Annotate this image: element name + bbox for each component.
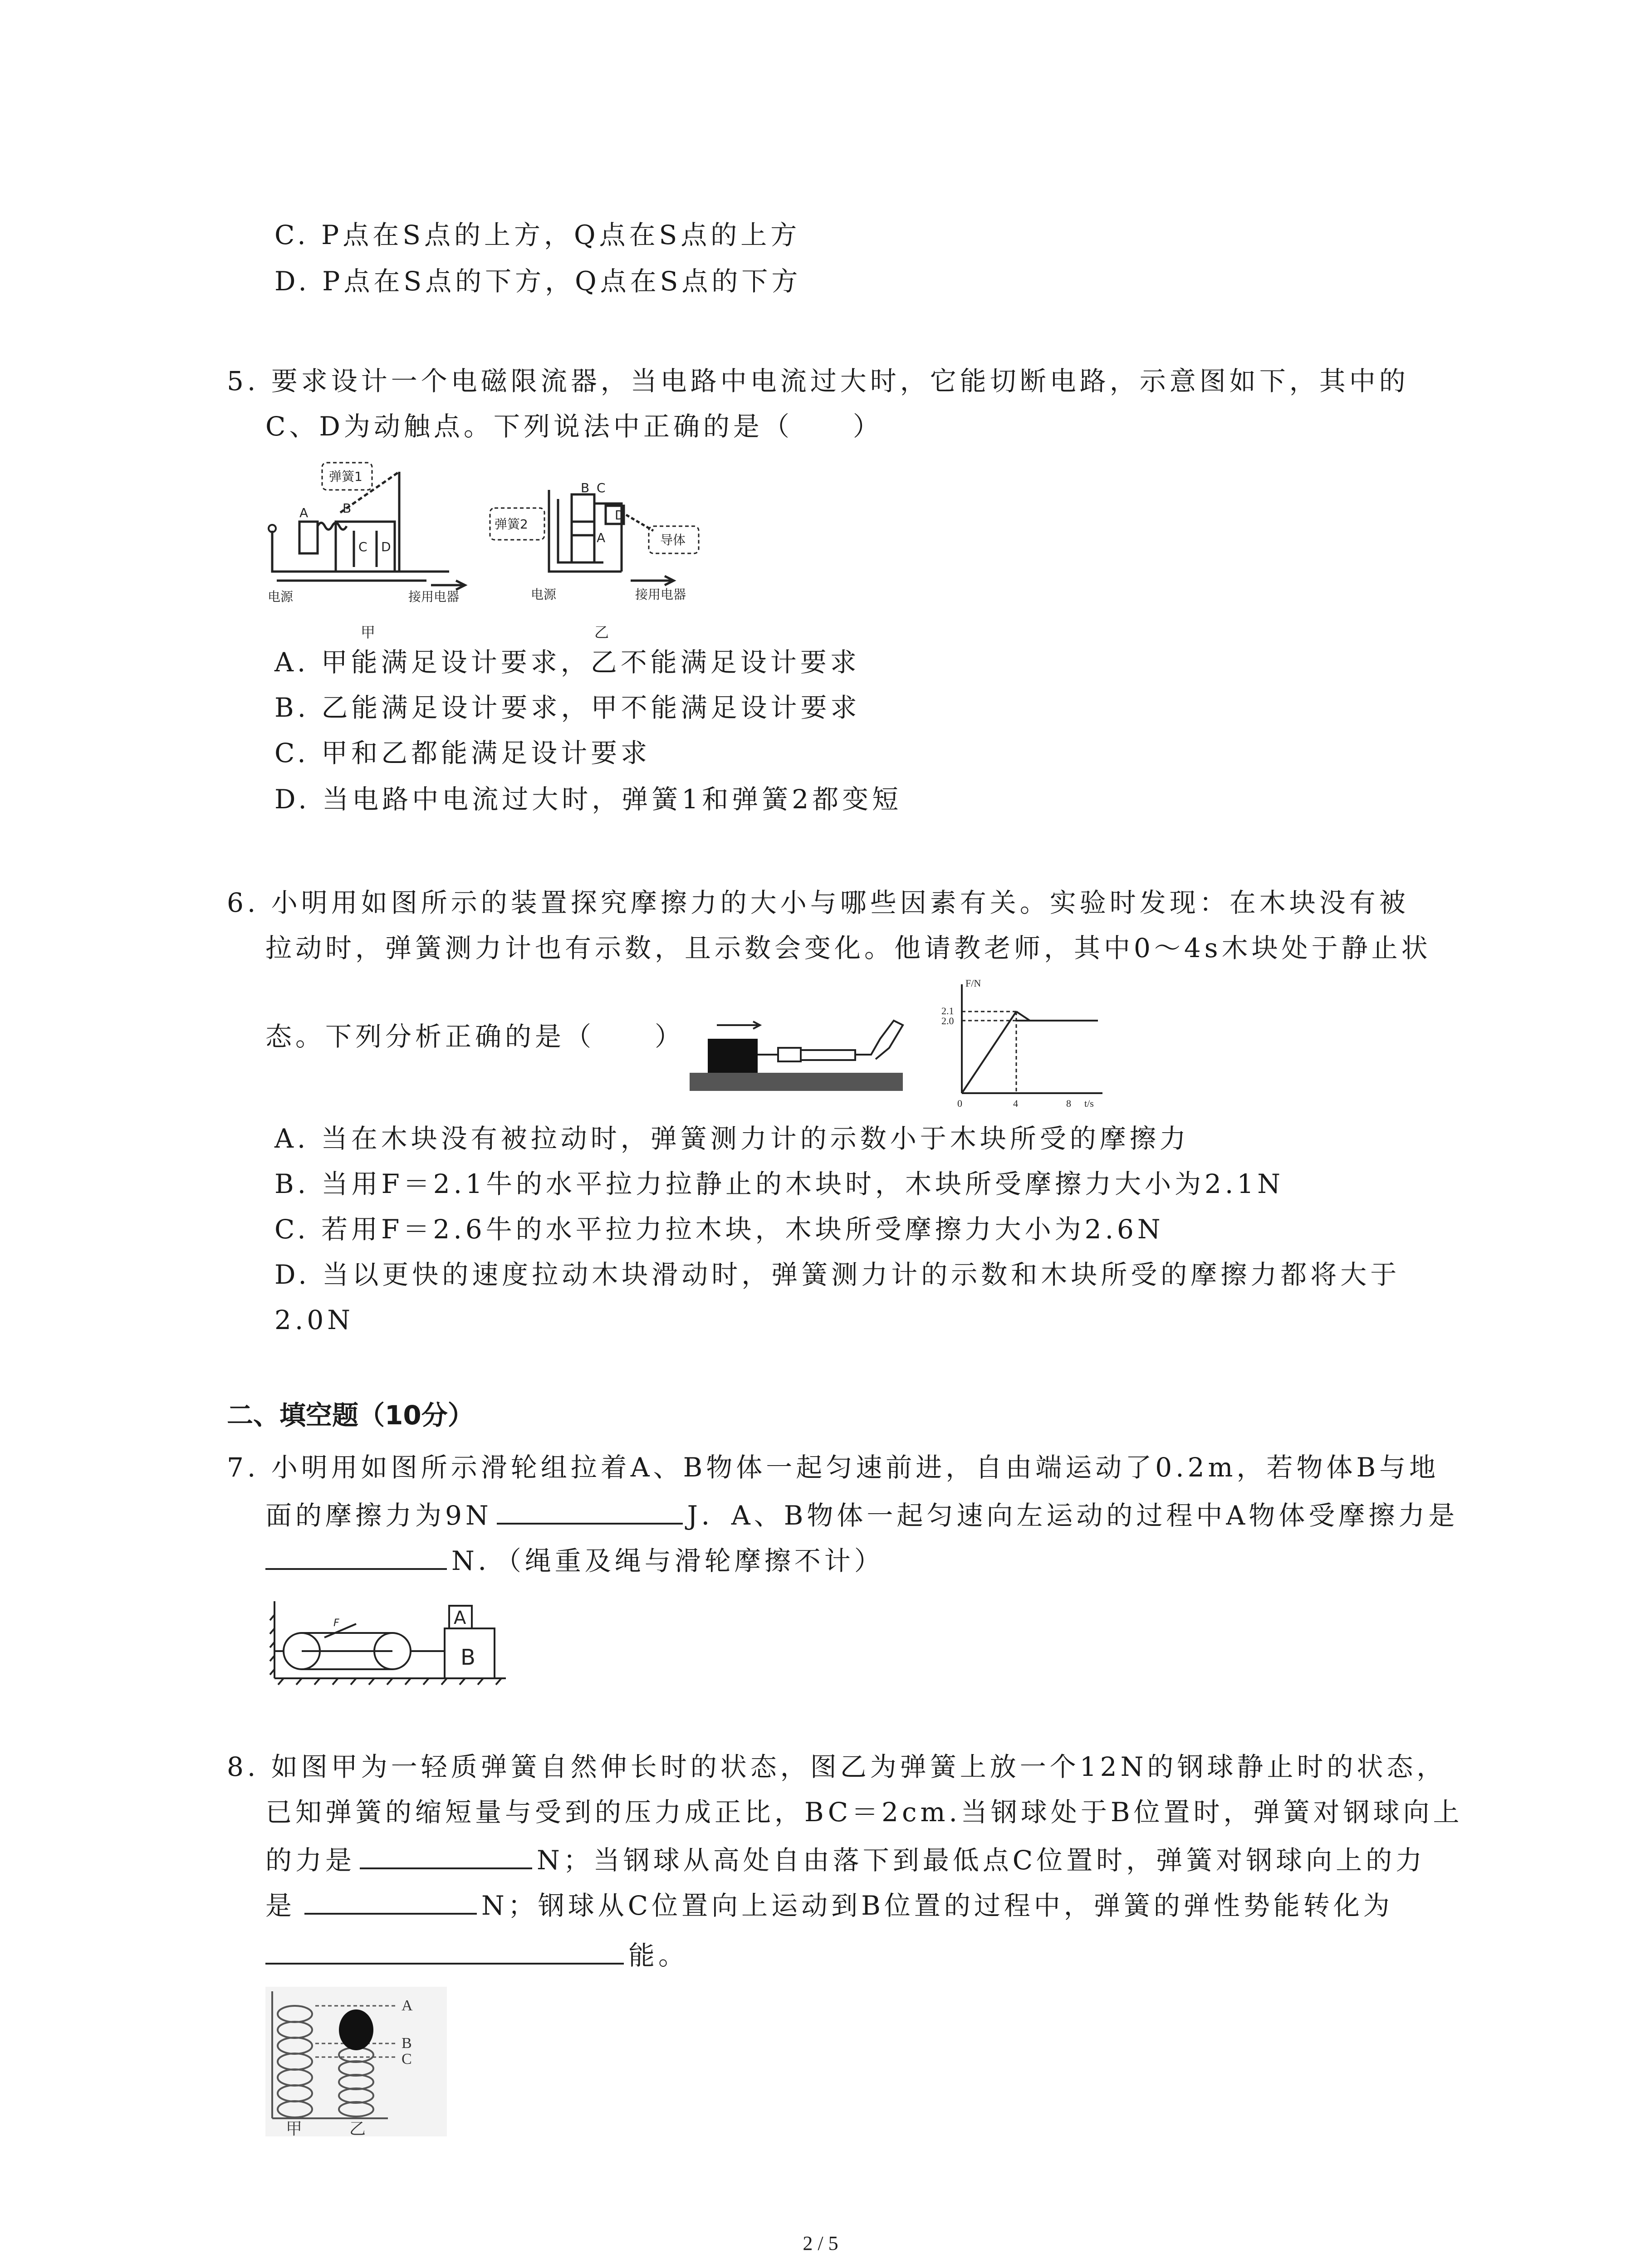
yi-label-b: B — [581, 481, 590, 495]
graph-x1: 4 — [1013, 1098, 1018, 1109]
q8-blank-1[interactable] — [360, 1839, 532, 1869]
page-number: 2 / 5 — [803, 2232, 838, 2254]
q6-force-time-graph — [930, 975, 1112, 1111]
yi-label-d: D — [615, 508, 625, 523]
q5-figure-yi — [485, 481, 721, 649]
q7-blank-1[interactable] — [497, 1495, 683, 1525]
q4-option-c: C. P点在S点的上方，Q点在S点的上方 — [274, 220, 801, 250]
q6-stem-line3: 态。下列分析正确的是（ ） — [265, 1021, 685, 1052]
q7-stem-line2 — [265, 1495, 1458, 1534]
q8-stem-line3-start: 的力是 — [265, 1845, 356, 1876]
q8-label-a: A — [402, 1997, 413, 2014]
q5-option-c: C. 甲和乙都能满足设计要求 — [274, 738, 651, 768]
q8-stem-line5 — [265, 1935, 688, 1974]
q7-stem-line2-start: 面的摩擦力为9N — [265, 1500, 492, 1531]
q6-option-a: A. 当在木块没有被拉动时，弹簧测力计的示数小于木块所受的摩擦力 — [274, 1123, 1190, 1154]
yi-label-a: A — [597, 530, 606, 545]
q8-label-c: C — [402, 2051, 412, 2068]
q8-stem-line4-start: 是 — [265, 1890, 296, 1921]
jia-load-label: 接用电器 — [408, 589, 460, 604]
yi-caption: 乙 — [594, 624, 609, 641]
q7-stem-line3 — [265, 1540, 884, 1579]
jia-spring-label: 弹簧1 — [329, 469, 362, 484]
graph-origin: 0 — [957, 1098, 962, 1109]
q6-apparatus-figure — [690, 1012, 907, 1102]
graph-xlabel: t/s — [1084, 1098, 1094, 1109]
jia-label-a: A — [299, 505, 309, 520]
q6-stem-line2: 拉动时，弹簧测力计也有示数，且示数会变化。他请教老师，其中0～4s木块处于静止状 — [265, 933, 1431, 963]
q8-label-b: B — [402, 2035, 412, 2052]
graph-y1: 2.1 — [941, 1005, 954, 1017]
q6-stem-line1: 6. 小明用如图所示的装置探究摩擦力的大小与哪些因素有关。实验时发现：在木块没有被 — [227, 887, 1409, 918]
graph-y2: 2.0 — [941, 1015, 954, 1026]
q5-stem-line2: C、D为动触点。下列说法中正确的是（ ） — [265, 411, 883, 442]
yi-load-label: 接用电器 — [635, 587, 686, 602]
q8-caption-jia: 甲 — [286, 2120, 303, 2136]
q7-pulley-figure — [265, 1588, 510, 1687]
q6-option-b: B. 当用F＝2.1牛的水平拉力拉静止的木块时，木块所受摩擦力大小为2.1N — [274, 1168, 1284, 1199]
q8-stem-line2: 已知弹簧的缩短量与受到的压力成正比，BC＝2cm.当钢球处于B位置时，弹簧对钢球向上 — [265, 1797, 1463, 1828]
q8-stem-line4-end: N；钢球从C位置向上运动到B位置的过程中，弹簧的弹性势能转化为 — [481, 1890, 1393, 1921]
q8-stem-line4 — [265, 1885, 1393, 1924]
q8-blank-2[interactable] — [304, 1885, 477, 1915]
q8-stem-line5-end: 能。 — [628, 1940, 689, 1971]
q7-blank-2[interactable] — [265, 1540, 447, 1570]
jia-label-d: D — [381, 539, 391, 554]
q8-stem-line3 — [265, 1839, 1425, 1878]
q7-stem-line1: 7. 小明用如图所示滑轮组拉着A、B物体一起匀速前进，自由端运动了0.2m，若物体B与地 — [227, 1452, 1440, 1483]
q7-stem-line3-end: N．（绳重及绳与滑轮摩擦不计） — [451, 1545, 884, 1576]
q8-caption-yi: 乙 — [349, 2120, 366, 2136]
yi-conductor-label: 导体 — [660, 533, 686, 547]
q5-stem-line1: 5. 要求设计一个电磁限流器，当电路中电流过大时，它能切断电路，示意图如下，其中的 — [227, 366, 1409, 396]
q7-label-f: F — [333, 1618, 339, 1629]
q5-option-d: D. 当电路中电流过大时，弹簧1和弹簧2都变短 — [274, 784, 902, 815]
yi-source-label: 电源 — [531, 587, 557, 602]
jia-label-b: B — [343, 501, 352, 516]
q7-stem-line2-end: J．A、B物体一起匀速向左运动的过程中A物体受摩擦力是 — [687, 1500, 1459, 1531]
q7-label-b: B — [460, 1645, 475, 1670]
q8-stem-line1: 8. 如图甲为一轻质弹簧自然伸长时的状态，图乙为弹簧上放一个12N的钢球静止时的状态， — [227, 1751, 1447, 1782]
q6-option-d-line1: D. 当以更快的速度拉动木块滑动时，弹簧测力计的示数和木块所受的摩擦力都将大于 — [274, 1259, 1401, 1290]
section-heading: 二、填空题（10分） — [227, 1400, 474, 1431]
q8-blank-3[interactable] — [265, 1935, 624, 1965]
graph-x2: 8 — [1066, 1098, 1071, 1109]
jia-source-label: 电源 — [268, 589, 294, 604]
yi-spring-label: 弹簧2 — [495, 517, 528, 532]
q8-stem-line3-end: N；当钢球从高处自由落下到最低点C位置时，弹簧对钢球向上的力 — [537, 1845, 1426, 1876]
q7-label-a: A — [454, 1608, 466, 1628]
q6-option-c: C. 若用F＝2.6牛的水平拉力拉木块，木块所受摩擦力大小为2.6N — [274, 1214, 1164, 1245]
q4-option-d: D. P点在S点的下方，Q点在S点的下方 — [274, 266, 802, 297]
q5-option-a: A. 甲能满足设计要求，乙不能满足设计要求 — [274, 647, 860, 678]
jia-label-c: C — [358, 539, 367, 554]
yi-label-c: C — [597, 481, 606, 495]
q8-spring-figure — [265, 1987, 447, 2136]
q6-option-d-line2: 2.0N — [274, 1305, 354, 1335]
q5-option-b: B. 乙能满足设计要求，甲不能满足设计要求 — [274, 692, 861, 723]
jia-caption: 甲 — [361, 624, 376, 641]
q5-figure-jia — [268, 454, 481, 644]
graph-ylabel: F/N — [965, 978, 981, 989]
